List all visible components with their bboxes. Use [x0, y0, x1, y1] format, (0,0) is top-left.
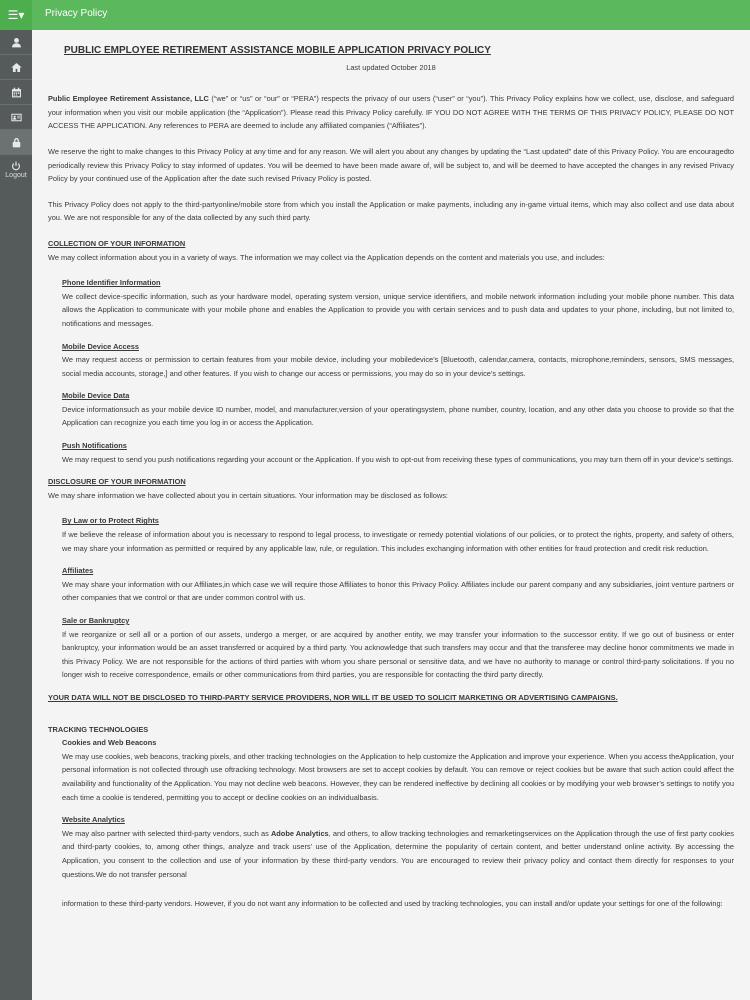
cookies-section: [48, 736, 734, 804]
analytics-text-part1: We may also partner with selected third-party vendors, such as: [62, 828, 271, 838]
push-notifications-heading: Push Notifications: [62, 441, 127, 451]
document-title: PUBLIC EMPLOYEE RETIREMENT ASSISTANCE MOBILE APPLICATION PRIVACY POLICY: [64, 45, 491, 56]
sidebar-item-home[interactable]: [0, 55, 32, 80]
cookies-text: We may use cookies, web beacons, tracking pixels, and other tracking technologies on the Application to help customize the Application and improve your experience. When you access theApplication, your personal information is not collected through use oftracking technology. Most browsers are set to accept cookies by default. You can remove or reject cookies but be aware that such action could affect the availability and functionality of the Application. You may not decline web beacons. However, they can be rendered ineffective by declining all cookies or by modifying your web browser’s settings to notify you each time a cookie is tendered, permitting you to accept or decline cookies on an individualbasis.: [62, 751, 734, 802]
scope-paragraph: This Privacy Policy does not apply to the third-partyonline/mobile store from which you install the Application or make payments, including any in-game virtual items, which may also collect and use data about you. We are not responsible for any of the data collected by any such third party.: [48, 199, 734, 223]
tracking-heading: TRACKING TECHNOLOGIES: [48, 724, 149, 734]
push-notifications-text: We may request to send you push notifications regarding your account or the Application. If you wish to opt-out from receiving these types of communications, you may turn them off in your device’s settings.: [62, 454, 734, 464]
hamburger-menu-button[interactable]: [0, 0, 32, 30]
by-law-heading: By Law or to Protect Rights: [62, 516, 159, 526]
lock-icon: [11, 137, 22, 148]
top-bar: [0, 0, 750, 30]
sidebar-item-calendar[interactable]: [0, 80, 32, 105]
collection-heading: COLLECTION OF YOUR INFORMATION: [48, 238, 186, 248]
phone-identifier-heading: Phone Identifier Information: [62, 278, 161, 288]
device-access-section: [48, 340, 734, 381]
id-card-icon: [11, 112, 22, 123]
push-notifications-section: [48, 439, 734, 466]
affiliates-heading: Affiliates: [62, 566, 94, 576]
company-name: Public Employee Retirement Assistance, LLC: [48, 94, 209, 104]
device-data-heading: Mobile Device Data: [62, 391, 130, 401]
home-icon: [11, 62, 22, 73]
disclosure-intro: We may share information we have collected about you in certain situations. Your information may be disclosed as follows:: [48, 490, 448, 500]
page-title: Privacy Policy: [45, 8, 108, 19]
intro-text: (“we” or “us” or “our” or “PERA”) respects the privacy of our users (“user” or “you”). This Privacy Policy explains how we collect, use, disclose, and safeguard your information when you visit our mobile application (the “Application”). Please read this Privacy Policy carefully. IF YOU DO NOT AGREE WITH THE TERMS OF THIS PRIVACY POLICY, PLEASE DO NOT ACCESS THE APPLICATION. Any references to PERA are deemed to include any affiliated companies (“Affiliates”).: [48, 94, 734, 131]
user-icon: [11, 37, 22, 48]
changes-paragraph: We reserve the right to make changes to this Privacy Policy at any time and for any reason. We will alert you about any changes by updating the “Last updated” date of this Privacy Policy. You are encouragedto periodically review this Privacy Policy to stay informed of updates. You will be deemed to have been made aware of, will be subject to, and will be deemed to have accepted the changes in any revised Privacy Policy by your continued use of the Application after the date such revised Privacy Policy is posted.: [48, 146, 734, 184]
power-icon: [11, 161, 21, 171]
website-analytics-section: [48, 813, 734, 911]
device-data-section: [48, 389, 734, 430]
sidebar-item-lock[interactable]: [0, 130, 32, 155]
by-law-text: If we believe the release of information about you is necessary to respond to legal process, to investigate or remedy potential violations of our policies, or to protect the rights, property, and safety of others, we may share your information as permitted or required by any applicable law, rule, or regulation. This includes exchanging information with other entities for fraud protection and credit risk reduction.: [62, 530, 734, 553]
analytics-text-part2: , and others, to allow tracking technologies and remarketingservices on the Application through the use of first party cookies and third-party cookies, to, among other things, analyze and track users’ use of the Application, determine the popularity of certain content, and better understand online activity. By accessing the Application, you consent to the collection and use of your information by these third-party vendors. You are encouraged to review their privacy policy and contact them directly for responses to your questions.We do not transfer personal: [62, 828, 734, 879]
website-analytics-text: [62, 827, 734, 881]
last-updated: Last updated October 2018: [346, 62, 436, 72]
sale-bankruptcy-heading: Sale or Bankruptcy: [62, 616, 130, 625]
device-access-heading: Mobile Device Access: [62, 341, 139, 351]
sale-bankruptcy-section: [48, 614, 734, 682]
adobe-analytics-label: Adobe Analytics: [270, 828, 329, 838]
by-law-section: [48, 514, 734, 555]
calendar-icon: [11, 87, 22, 98]
website-analytics-heading: Website Analytics: [62, 815, 125, 825]
sale-bankruptcy-text: If we reorganize or sell all or a portion of our assets, undergo a merger, or are acquired by another entity, we may transfer your information to the successor entity. If we go out of business or enter bankruptcy, your information would be an asset transferred or acquired by a third party. You acknowledge that such transfers may occur and that the transferee may decline honor commitments we made in this Privacy Policy. We are not responsible for the actions of third parties with whom you share personal or sensitive data, and we have no authority to manage or control third-party solicitations. If you no longer wish to receive correspondence, emails or other communications from third parties, you are responsible for contacting the third party directly.: [62, 629, 734, 680]
logout-button[interactable]: [0, 155, 32, 185]
device-data-text: Device informationsuch as your mobile device ID number, model, and manufacturer,version of your operatingsystem, phone number, country, location, and any other data you choose to provide so that the Application can recognize you each time you log in or access the Application.: [62, 404, 734, 428]
phone-identifier-section: [48, 276, 734, 330]
logout-label: Logout: [5, 172, 27, 179]
disclosure-heading: DISCLOSURE OF YOUR INFORMATION: [48, 477, 186, 487]
hamburger-icon: ☰▾: [7, 8, 25, 22]
sidebar-item-user[interactable]: [0, 30, 32, 55]
phone-identifier-text: We collect device-specific information, such as your hardware model, operating system version, unique service identifiers, and mobile network information including your mobile phone number. This data allows the Application to communicate with your mobile phone and enables the Application to provide you with certain services and to push data and updates to your phone, including, but not limited to, notifications and messages.: [62, 291, 734, 328]
sidebar-item-id-card[interactable]: [0, 105, 32, 130]
affiliates-section: [48, 564, 734, 605]
website-analytics-text-continued: information to these third-party vendors. However, if you do not want any information to be collected and used by tracking technologies, you can install and/or update your settings for one of the following:: [62, 899, 723, 909]
collection-intro: We may collect information about you in a variety of ways. The information we may collect via the Application depends on the content and materials you use, and includes:: [48, 252, 605, 262]
sidebar: [0, 30, 32, 1000]
policy-document: [48, 40, 734, 920]
intro-paragraph: [48, 92, 734, 133]
no-disclosure-notice: YOUR DATA WILL NOT BE DISCLOSED TO THIRD-PARTY SERVICE PROVIDERS, NOR WILL IT BE USED TO SOLICIT MARKETING OR ADVERTISING CAMPAIGNS.: [48, 692, 618, 702]
cookies-heading: Cookies and Web Beacons: [62, 738, 157, 748]
affiliates-text: We may share your information with our Affiliates,in which case we will require those Affiliates to honor this Privacy Policy. Affiliates include our parent company and any subsidiaries, joint venture partners or other companies that we control or that are under common control with us.: [62, 579, 734, 603]
device-access-text: We may request access or permission to certain features from your mobile device, including your mobiledevice’s [Bluetooth, calendar,camera, contacts, microphone,reminders, sensors, SMS messages, social media accounts, storage,] and other features. If you wish to change our access or permissions, you may do so in your device’s settings.: [62, 355, 734, 378]
